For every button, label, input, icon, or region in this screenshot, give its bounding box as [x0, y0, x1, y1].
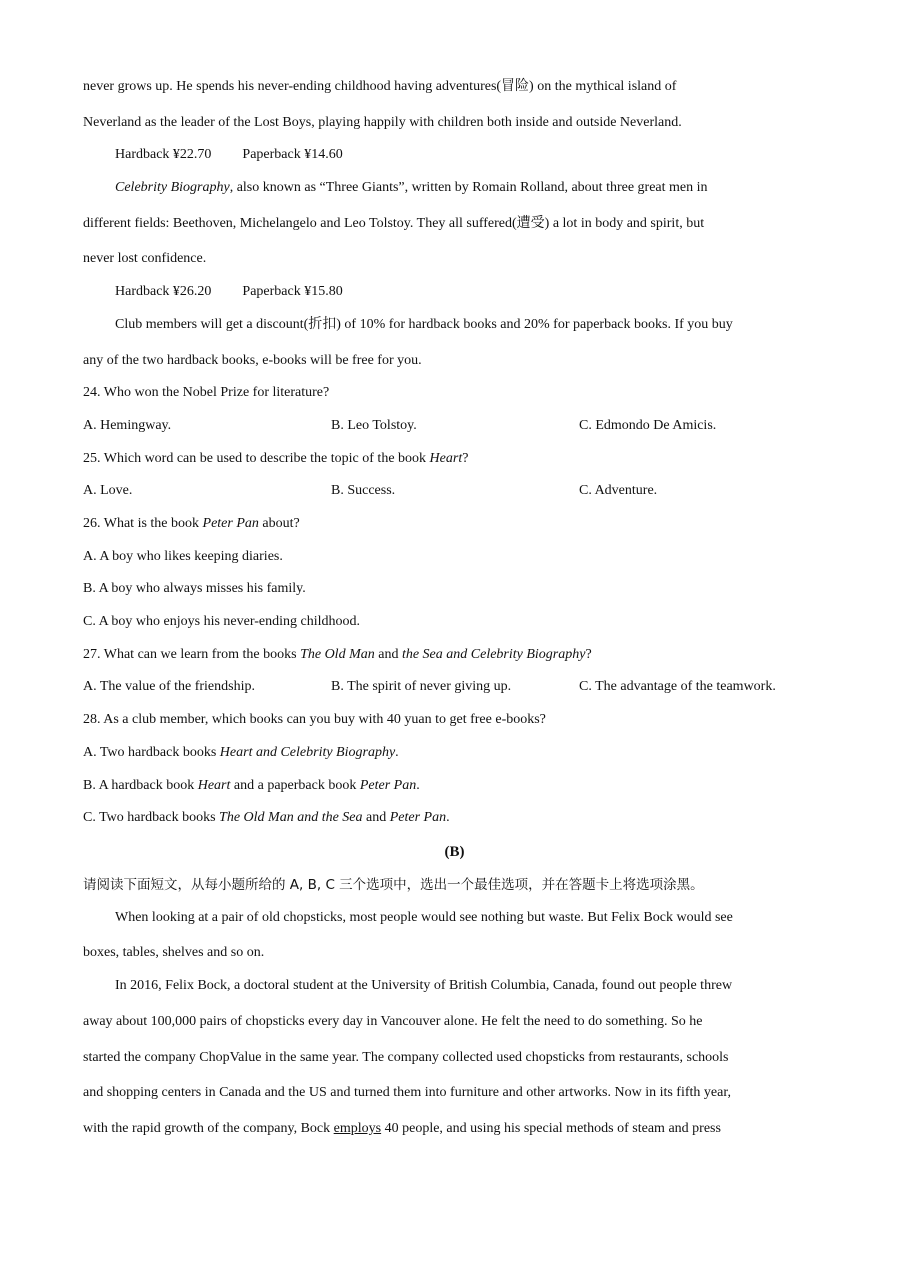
- instruction-text: 请阅读下面短文，从每小题所给的 A, B, C 三个选项中，选出一个最佳选项，并在答题卡上将选项涂黑。: [83, 877, 704, 893]
- price-line: [115, 146, 343, 164]
- passage-line: and shopping centers in Canada and the US and turned them into furniture and other artworks. Now in its fifth year,: [83, 1085, 731, 1100]
- option-a: A. A boy who likes keeping diaries.: [83, 549, 283, 564]
- question-28: 28. As a club member, which books can you buy with 40 yuan to get free e-books?: [83, 712, 546, 727]
- option-b: B. Success.: [331, 483, 396, 498]
- question-27: 27. What can we learn from the books The Old Man and the Sea and Celebrity Biography?: [83, 647, 592, 662]
- passage-line: Celebrity Biography, also known as “Three Giants”, written by Romain Rolland, about three great men in: [115, 180, 708, 195]
- passage-line: any of the two hardback books, e-books will be free for you.: [83, 353, 422, 368]
- underlined-word: employs: [333, 1121, 382, 1136]
- paperback-price: Paperback ¥14.60: [242, 147, 343, 162]
- option-c: C. Two hardback books The Old Man and the Sea and Peter Pan.: [83, 810, 450, 825]
- passage-line: Neverland as the leader of the Lost Boys, playing happily with children both inside and outside Neverland.: [83, 115, 682, 130]
- option-a: A. The value of the friendship.: [83, 679, 255, 694]
- passage-line: never grows up. He spends his never-ending childhood having adventures(冒险) on the mythical island of: [83, 79, 677, 94]
- passage-line: with the rapid growth of the company, Bock employs 40 people, and using his special methods of steam and press: [83, 1121, 721, 1136]
- option-a: A. Hemingway.: [83, 418, 172, 433]
- option-c: C. A boy who enjoys his never-ending childhood.: [83, 614, 360, 629]
- question-26: 26. What is the book Peter Pan about?: [83, 516, 300, 531]
- option-b: B. A hardback book Heart and a paperback book Peter Pan.: [83, 778, 420, 793]
- hardback-price: Hardback ¥22.70: [115, 147, 212, 162]
- price-line: [115, 283, 343, 301]
- option-c: C. Edmondo De Amicis.: [579, 418, 717, 433]
- passage-line: away about 100,000 pairs of chopsticks every day in Vancouver alone. He felt the need to do something. So he: [83, 1014, 703, 1029]
- paperback-price: Paperback ¥15.80: [242, 284, 343, 299]
- option-c: C. The advantage of the teamwork.: [579, 679, 776, 694]
- question-24: 24. Who won the Nobel Prize for literature?: [83, 385, 330, 400]
- book-title: Celebrity Biography: [115, 180, 230, 195]
- option-c: C. Adventure.: [579, 483, 658, 498]
- option-b: B. Leo Tolstoy.: [331, 418, 417, 433]
- question-25: 25. Which word can be used to describe the topic of the book Heart?: [83, 451, 469, 466]
- section-heading: (B): [444, 844, 465, 860]
- option-a: A. Love.: [83, 483, 133, 498]
- passage-line: different fields: Beethoven, Michelangelo and Leo Tolstoy. They all suffered(遭受) a lot in body and spirit, but: [83, 216, 705, 231]
- passage-line: When looking at a pair of old chopsticks, most people would see nothing but waste. But Felix Bock would see: [115, 910, 733, 925]
- option-b: B. The spirit of never giving up.: [331, 679, 512, 694]
- hardback-price: Hardback ¥26.20: [115, 284, 212, 299]
- passage-line: never lost confidence.: [83, 251, 207, 266]
- passage-line: In 2016, Felix Bock, a doctoral student at the University of British Columbia, Canada, found out people threw: [115, 978, 733, 993]
- passage-line: Club members will get a discount(折扣) of 10% for hardback books and 20% for paperback books. If you buy: [115, 317, 733, 332]
- option-b: B. A boy who always misses his family.: [83, 581, 306, 596]
- passage-line: boxes, tables, shelves and so on.: [83, 945, 265, 960]
- option-a: A. Two hardback books Heart and Celebrity Biography.: [83, 745, 399, 760]
- passage-line: started the company ChopValue in the same year. The company collected used chopsticks from restaurants, schools: [83, 1050, 729, 1065]
